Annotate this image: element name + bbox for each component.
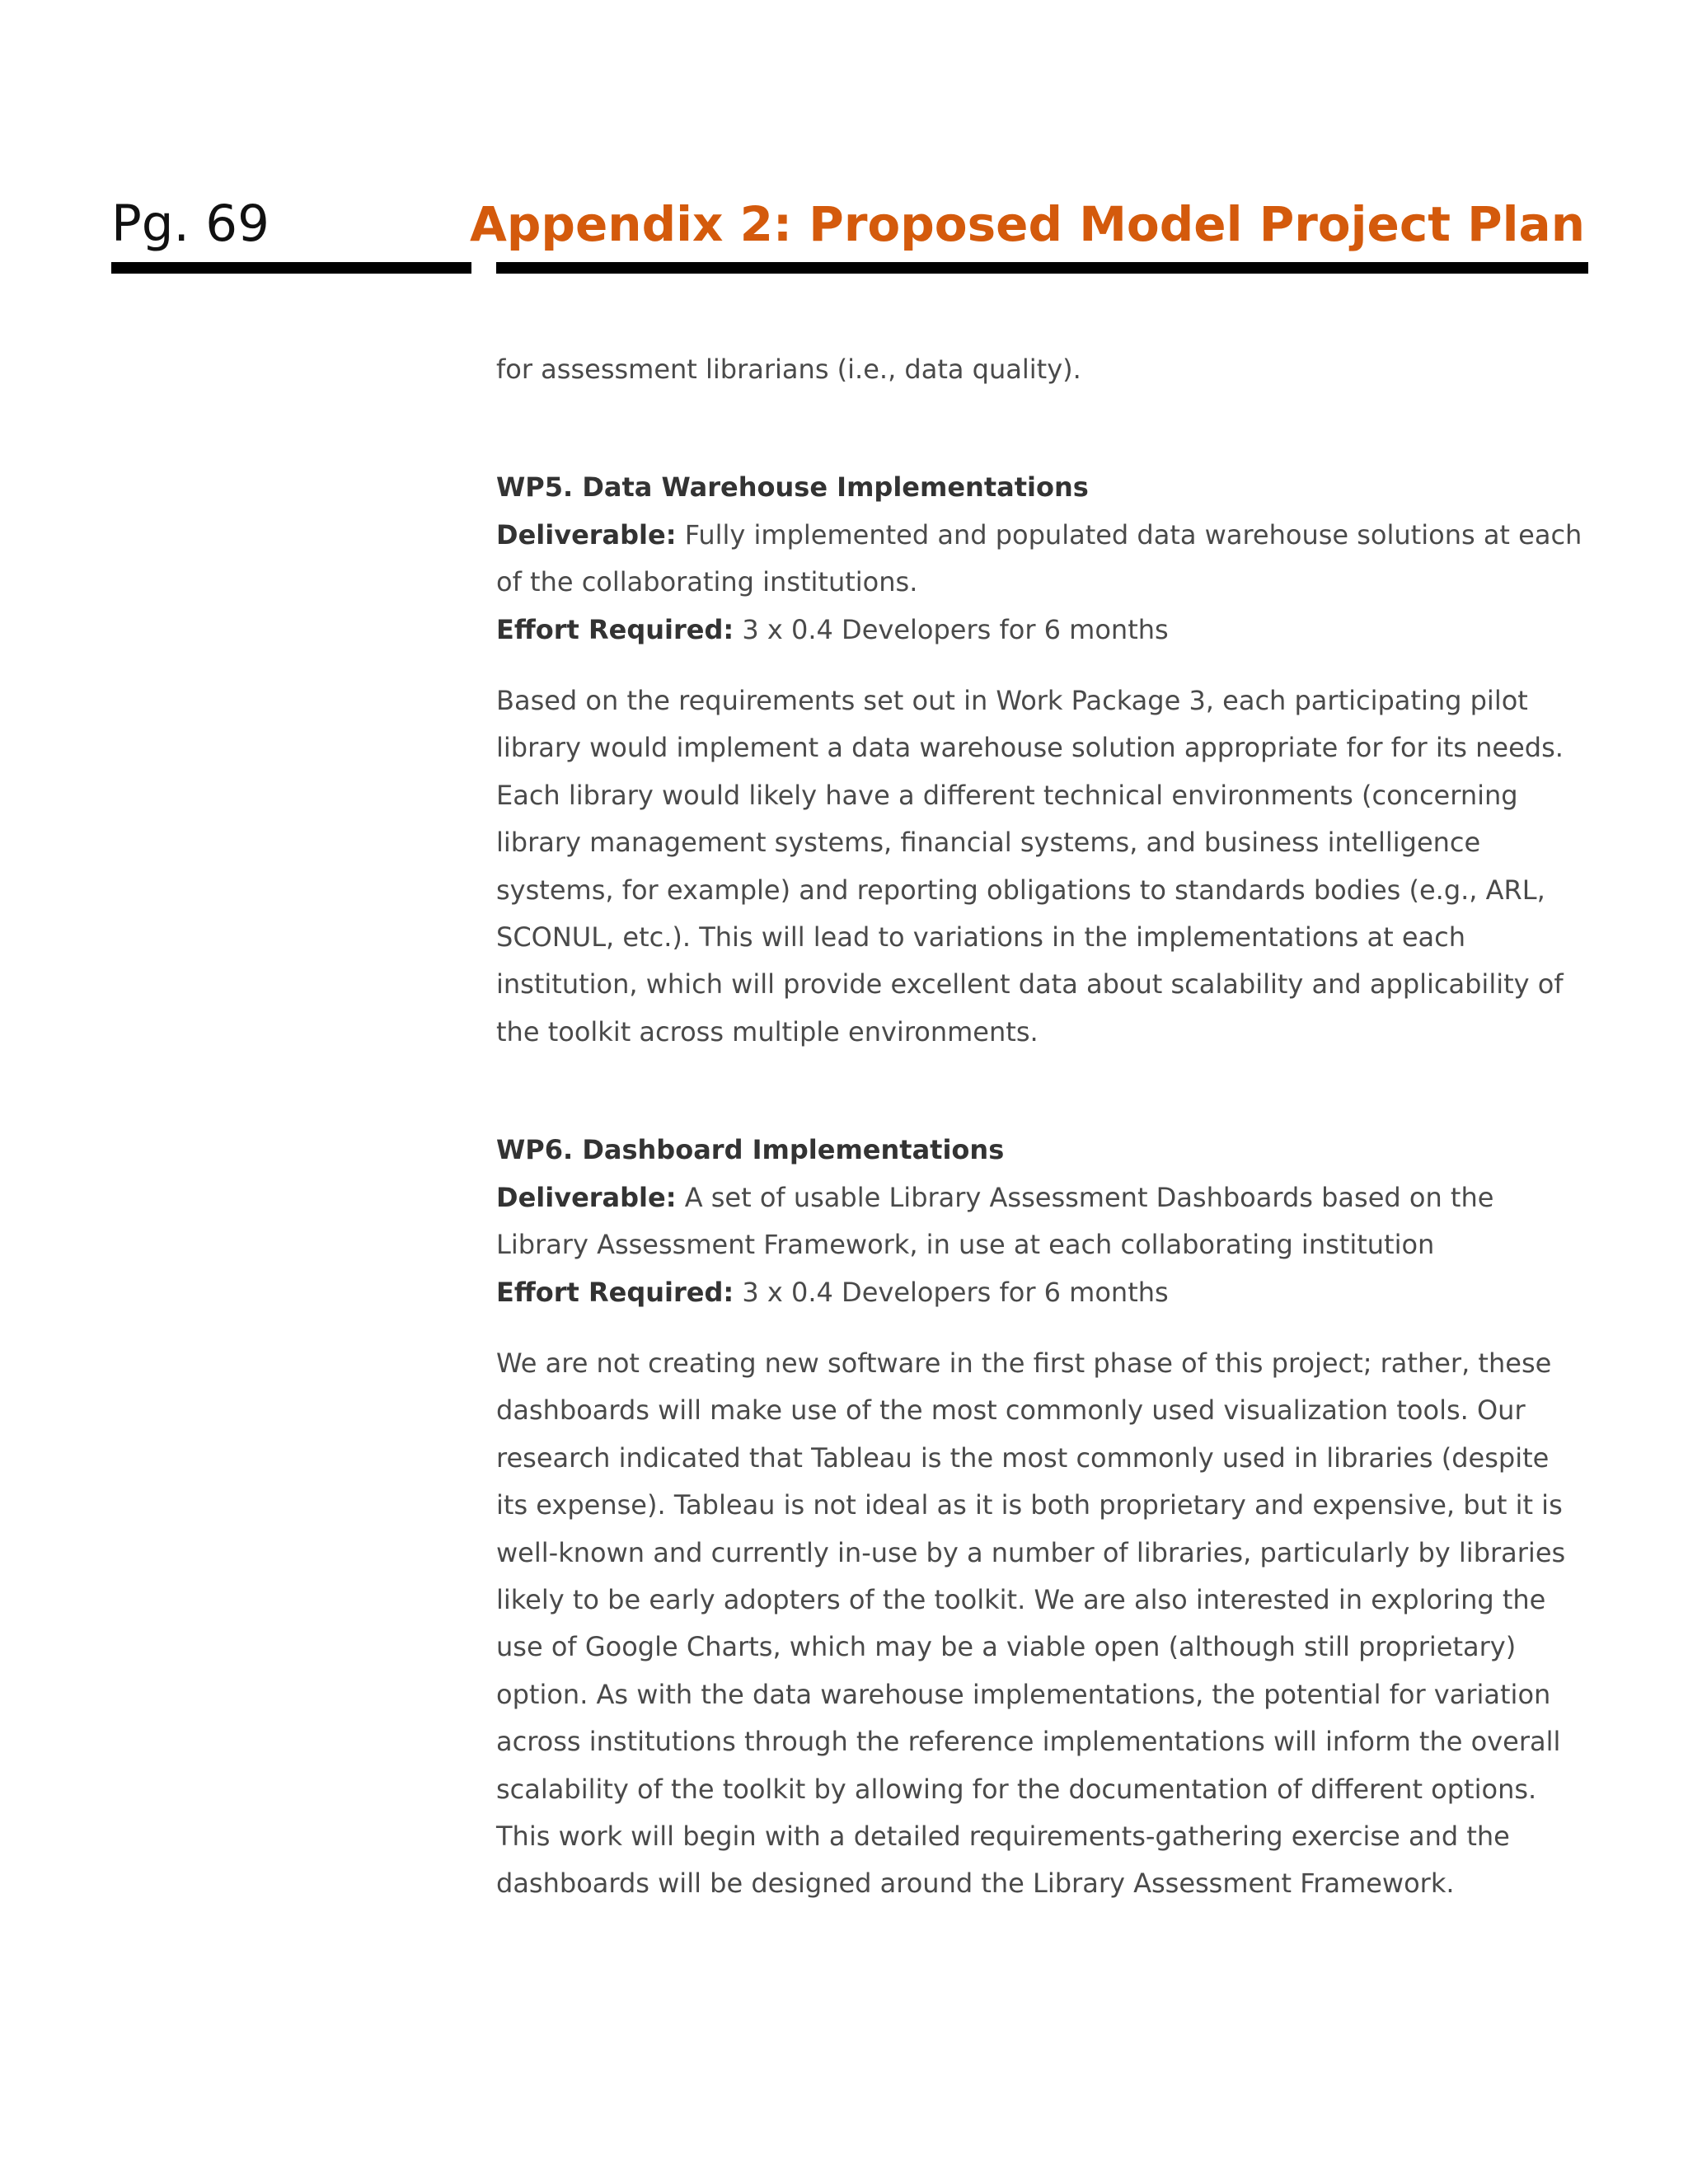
effort-line [496,607,1588,654]
deliverable-text: Fully implemented and populated data warehouse solutions at each of the collaborating institutions. [496,518,1582,598]
effort-label: Effort Required: [496,1276,734,1308]
continuation-text: for assessment librarians (i.e., data quality). [496,354,1081,385]
section-wp5 [496,464,1588,1056]
document-body [496,346,1588,1908]
effort-label: Effort Required: [496,613,734,645]
header-rule-right [496,262,1588,274]
effort-text: 3 x 0.4 Developers for 6 months [734,613,1169,645]
deliverable-line [496,1174,1588,1269]
page-number: Pg. 69 [111,194,270,253]
header-rule-left [111,262,471,274]
deliverable-text: A set of usable Library Assessment Dashboards based on the Library Assessment Framework, in use at each collaborating institution [496,1181,1494,1261]
effort-text: 3 x 0.4 Developers for 6 months [734,1276,1169,1308]
section-wp6 [496,1127,1588,1908]
section-paragraph: Based on the requirements set out in Work Package 3, each participating pilot library would implement a data warehouse solution appropriate for for its needs. Each library would likely have a different technical environments (concerning library management systems, financial systems, and business intelligence systems, for example) and reporting obligations to standards bodies (e.g., ARL, SCONUL, etc.). This will lead to variations in the implementations at each institution, which will provide excellent data about scalability and applicability of the toolkit across multiple environments. [496,685,1564,1047]
deliverable-line [496,512,1588,607]
deliverable-label: Deliverable: [496,518,677,551]
section-paragraph: We are not creating new software in the first phase of this project; rather, these dashboards will make use of the most commonly used visualization tools. Our research indicated that Tableau is the most commonly used in libraries (despite its expense). Tableau is not ideal as it is both proprietary and expensive, but it is well-known and currently in-use by a number of libraries, particularly by libraries likely to be early adopters of the toolkit. We are also interested in exploring the use of Google Charts, which may be a viable open (although still proprietary) option. As with the data warehouse implementations, the potential for variation across institutions through the reference implementations will inform the overall scalability of the toolkit by allowing for the documentation of different options. This work will begin with a detailed requirements-gathering exercise and the dashboards will be designed around the Library Assessment Framework. [496,1347,1566,1900]
section-title: WP6. Dashboard Implementations [496,1134,1005,1166]
effort-line [496,1269,1588,1316]
page-title: Appendix 2: Proposed Model Project Plan [470,196,1585,252]
deliverable-label: Deliverable: [496,1181,677,1213]
section-title: WP5. Data Warehouse Implementations [496,471,1089,504]
